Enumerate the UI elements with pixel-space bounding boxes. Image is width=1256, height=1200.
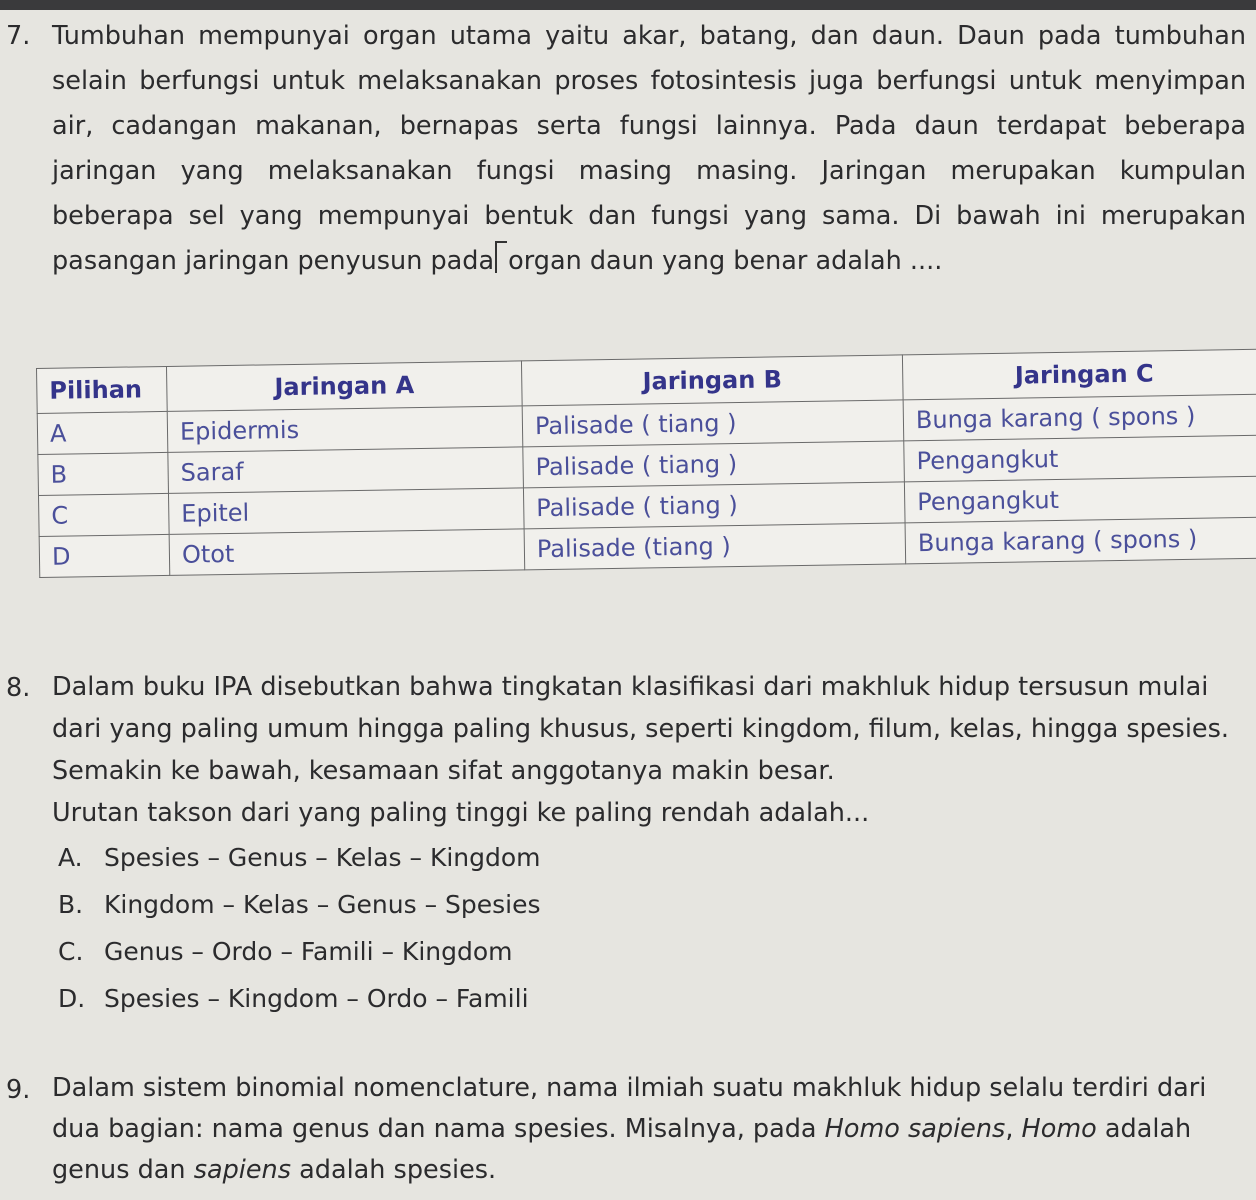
question-8 (0, 666, 1256, 1022)
question-text: Dalam buku IPA disebutkan bahwa tingkatan klasifikasi dari makhluk hidup tersusun mulai dari yang paling umum hingga paling khusus, seperti kingdom, filum, kelas, hingga spesies. Semakin ke bawah, kesamaan sifat anggotanya makin besar. Urutan takson dari yang paling tinggi ke paling rendah adalah... (52, 672, 1229, 828)
question-prompt: Urutan takson dari yang paling tinggi ke paling rendah adalah... (52, 798, 870, 828)
text-cursor-icon (495, 241, 507, 273)
answer-options (58, 834, 1256, 1022)
header-cell: Pilihan (37, 366, 168, 413)
table-cell: Palisade ( tiang ) (522, 400, 904, 447)
question-9 (0, 1068, 1256, 1191)
table-cell: C (39, 493, 170, 536)
question-7 (0, 14, 1256, 284)
table-cell: B (38, 452, 169, 495)
question-number: 9. (6, 1075, 31, 1105)
option-a[interactable]: A. Spesies – Genus – Kelas – Kingdom (58, 843, 541, 872)
table-cell: Otot (169, 529, 525, 576)
question-number: 8. (6, 673, 31, 703)
header-cell: Jaringan B (521, 355, 903, 406)
table-cell: Palisade ( tiang ) (523, 441, 905, 488)
table-cell: Epidermis (167, 406, 523, 453)
table-cell: Epitel (168, 488, 524, 535)
tissue-table (36, 349, 1256, 578)
header-cell: Jaringan A (166, 361, 522, 412)
table-cell: Bunga karang ( spons ) (905, 517, 1256, 564)
option-b[interactable]: B. Kingdom – Kelas – Genus – Spesies (58, 890, 541, 919)
question-text: Tumbuhan mempunyai organ utama yaitu akar, batang, dan daun. Daun pada tumbuhan selain berfungsi untuk melaksanakan proses fotosintesis juga berfungsi untuk menyimpan air, cadangan makanan, bernapas serta fungsi lainnya. Pada daun terdapat beberapa jaringan yang melaksanakan fungsi masing masing. Jaringan merupakan kumpulan beberapa sel yang mempunyai bentuk dan fungsi yang sama. Di bawah ini merupakan pasangan jaringan penyusun pada organ daun yang benar adalah .... (52, 21, 1246, 276)
table-cell: Bunga karang ( spons ) (903, 394, 1256, 441)
header-cell: Jaringan C (902, 349, 1256, 400)
table-cell: D (39, 534, 170, 577)
table-cell: Palisade ( tiang ) (523, 482, 905, 529)
table-cell: Pengangkut (904, 435, 1256, 482)
option-d[interactable]: D. Spesies – Kingdom – Ordo – Famili (58, 984, 529, 1013)
question-number: 7. (6, 21, 31, 51)
question-text: Dalam sistem binomial nomenclature, nama ilmiah suatu makhluk hidup selalu terdiri dari dua bagian: nama genus dan nama spesies. Misalnya, pada Homo sapiens, Homo adalah genus dan sapiens adalah spesies. (52, 1073, 1207, 1185)
top-edge-shadow (0, 0, 1256, 10)
table-cell: A (37, 411, 168, 454)
table-cell: Pengangkut (904, 476, 1256, 523)
option-c[interactable]: C. Genus – Ordo – Famili – Kingdom (58, 937, 513, 966)
table-cell: Saraf (168, 447, 524, 494)
table-cell: Palisade (tiang ) (524, 523, 906, 570)
